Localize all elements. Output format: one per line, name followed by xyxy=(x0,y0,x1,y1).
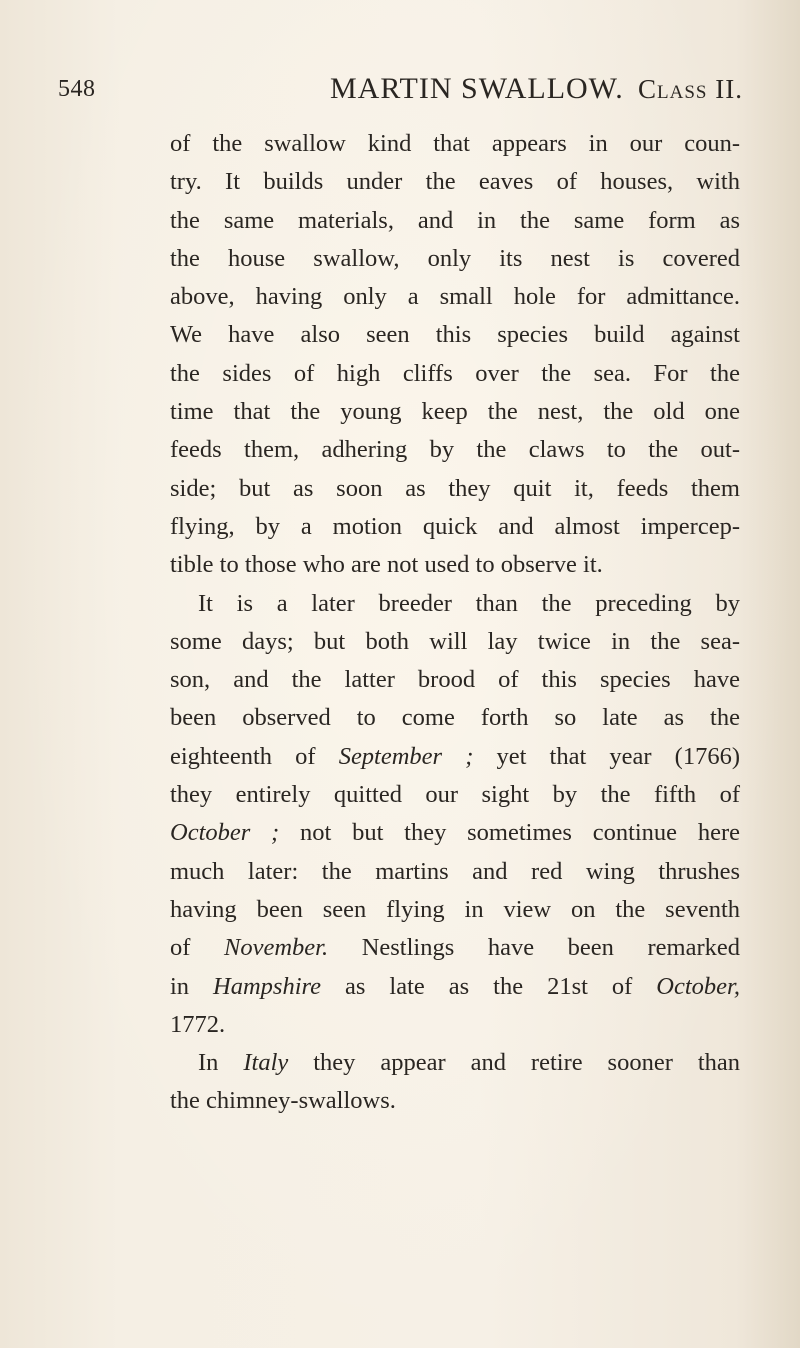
text-line: the same materials, and in the same form as xyxy=(170,206,740,234)
text-line xyxy=(170,814,740,852)
text-line: We have also seen this species build against xyxy=(170,321,740,349)
italic-run: September ; xyxy=(338,742,474,770)
class-label: Class II. xyxy=(638,74,743,104)
text-line: side; but as soon as they quit it, feeds them xyxy=(170,474,740,502)
text-line: son, and the latter brood of this species have xyxy=(170,666,740,694)
text-run: not but they sometimes continue here xyxy=(279,819,740,847)
text-line: the sides of high cliffs over the sea. For the xyxy=(170,359,740,387)
text-line: feeds them, adhering by the claws to the out- xyxy=(170,436,740,464)
text-line: flying, by a motion quick and almost impercep- xyxy=(170,512,740,540)
text-line xyxy=(170,968,740,1006)
text-line: time that the young keep the nest, the old one xyxy=(170,398,740,426)
text-line: try. It builds under the eaves of houses, with xyxy=(170,168,740,196)
text-line: the chimney-swallows. xyxy=(170,1087,396,1115)
text-line: above, having only a small hole for admittance. xyxy=(170,283,740,311)
text-line: the house swallow, only its nest is covered xyxy=(170,244,740,272)
text-run: in xyxy=(170,972,214,1000)
text-line: having been seen flying in view on the seventh xyxy=(170,895,740,923)
text-run: In xyxy=(198,1049,244,1077)
text-line: tible to those who are not used to observe it. xyxy=(170,551,603,579)
italic-run: Italy xyxy=(243,1049,289,1077)
text-run: yet that year (1766) xyxy=(473,742,740,770)
running-title: MARTIN SWALLOW. xyxy=(330,72,624,105)
italic-run: Hampshire xyxy=(213,972,322,1000)
body-text xyxy=(170,125,740,1121)
text-run: eighteenth of xyxy=(170,742,339,770)
text-line: some days; but both will lay twice in the sea- xyxy=(170,627,740,655)
text-line: they entirely quitted our sight by the fifth of xyxy=(170,781,740,809)
page-number: 548 xyxy=(58,76,96,102)
text-run: as late as the 21st of xyxy=(321,972,657,1000)
text-line xyxy=(170,738,740,776)
text-line xyxy=(170,1044,740,1082)
italic-run: October, xyxy=(656,972,740,1000)
text-line: It is a later breeder than the preceding by xyxy=(198,589,740,617)
text-line: of the swallow kind that appears in our coun- xyxy=(170,130,740,157)
text-run: of xyxy=(170,934,224,962)
italic-run: November. xyxy=(224,934,329,962)
text-line xyxy=(170,929,740,967)
italic-run: October ; xyxy=(170,819,280,847)
text-run: they appear and retire sooner than xyxy=(288,1049,741,1077)
text-run: Nestlings have been remarked xyxy=(328,934,740,962)
page-header xyxy=(0,72,800,112)
text-line: 1772. xyxy=(170,1010,226,1038)
text-line: much later: the martins and red wing thrushes xyxy=(170,857,740,885)
text-line: been observed to come forth so late as the xyxy=(170,704,740,732)
